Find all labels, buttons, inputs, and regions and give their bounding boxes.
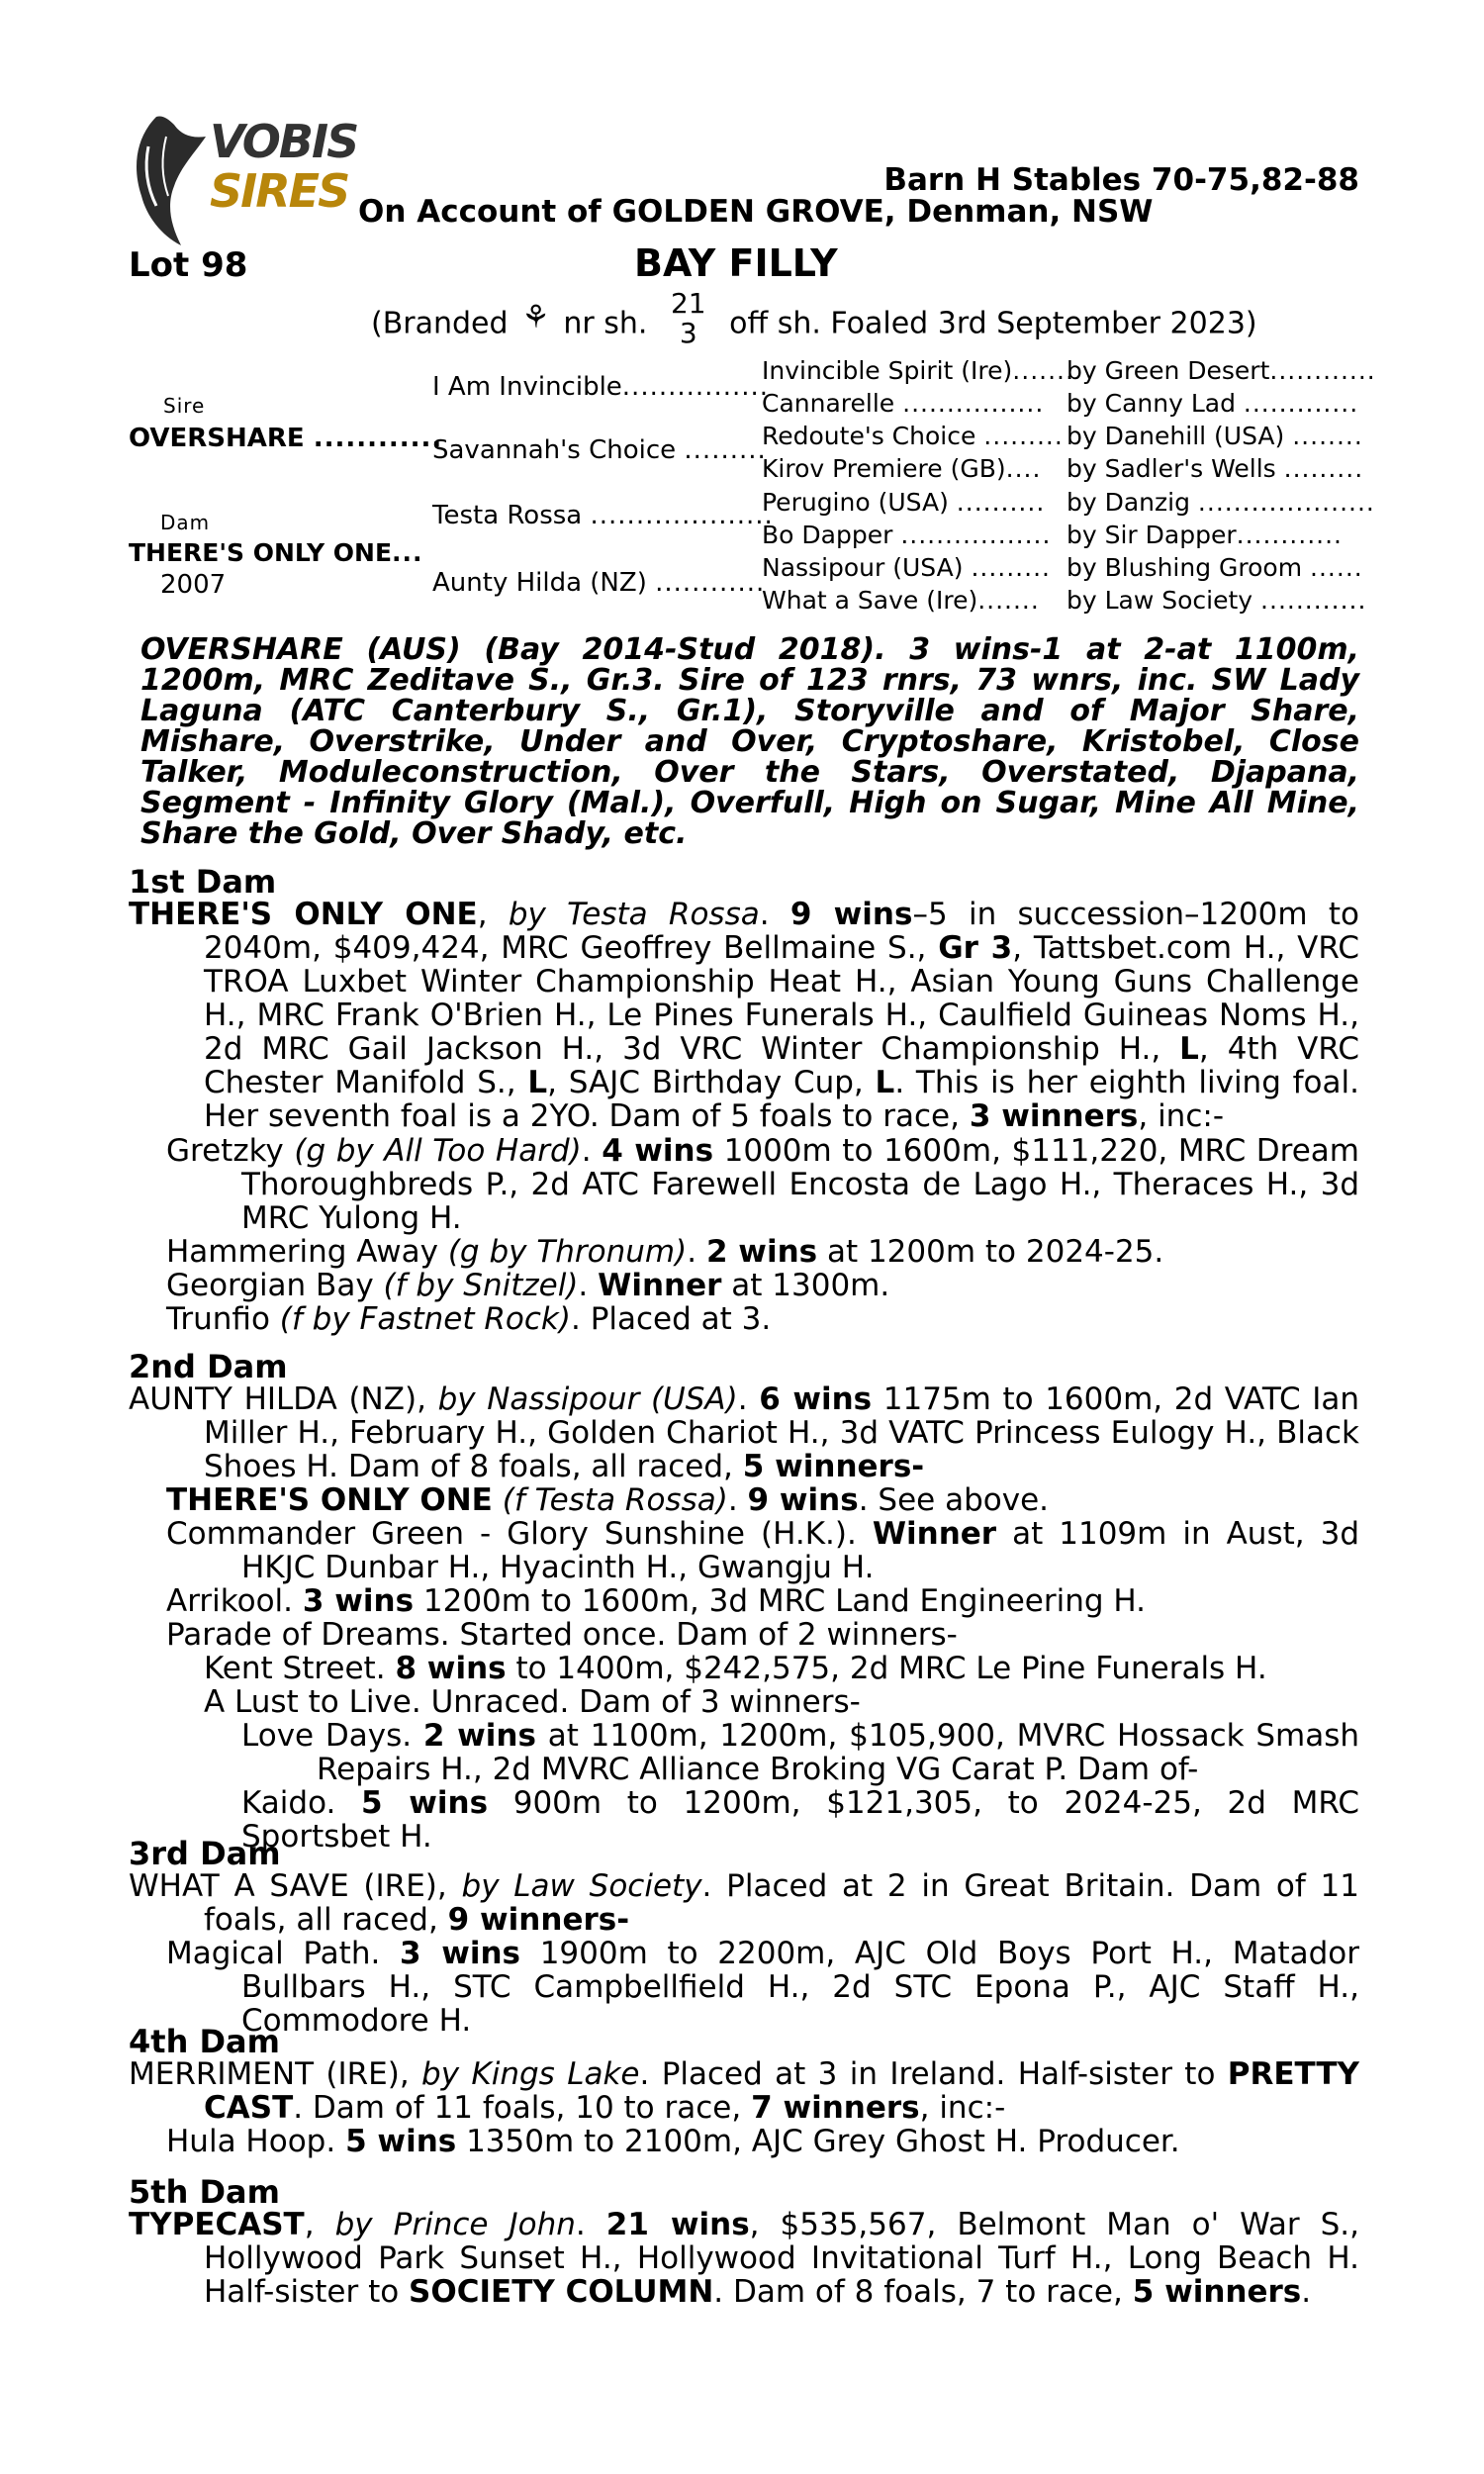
progeny-name: Trunfio xyxy=(166,1301,270,1337)
wins: 2 wins xyxy=(705,1234,818,1270)
sire-record-paragraph: OVERSHARE (AUS) (Bay 2014-Stud 2018). 3 wins-1 at 2-at 1100m, 1200m, MRC Zeditave S., Gr.3. Sire of 123 rnrs, 73 wnrs, inc. SW Lady Laguna (ATC Canterbury S., Gr.1), Storyville and of Major Share, Mishare, Overstrike, Under and Over, Cryptoshare, Kristobel, Close Talker, Moduleconstruction, Over the Stars, Overstated, Djapana, Segment - Infinity Glory (Mal.), Overfull, High on Sugar, Mine All Mine, Share the Gold, Over Shady, etc. xyxy=(140,632,1359,851)
first-dam-record: THERE'S ONLY ONE, by Testa Rossa. 9 wins–5 in succession–1200m to 2040m, $409,424, MRC Geoffrey Bellmaine S., Gr 3, Tattsbet.com H., VRC TROA Luxbet Winter Championship Heat H., Asian Young Guns Challenge H., MRC Frank O'Brien H., Le Pines Funerals H., Caulfield Guineas Noms H., 2d MRC Gail Jackson H., 3d VRC Winter Championship H., L, 4th VRC Chester Manifold S., L, SAJC Birthday Cup, L. This is her eighth living foal. Her seventh foal is a 2YO. Dam of 5 foals to race, 3 winners, inc:- xyxy=(129,897,1359,1134)
wins: 6 wins xyxy=(759,1381,873,1417)
record-text: to 1400m, $242,575, 2d MRC Le Pine Funerals H. xyxy=(506,1651,1267,1686)
gen3-name: What a Save (Ire) xyxy=(762,586,978,615)
progeny-name: Hula Hoop. xyxy=(166,2124,336,2159)
gen3-sire-text: by Canny Lad xyxy=(1067,389,1236,418)
dam-name: AUNTY HILDA (NZ) xyxy=(129,1381,417,1417)
gen3-name: Nassipour (USA) xyxy=(762,553,964,582)
wins: 9 wins xyxy=(747,1482,859,1518)
gen3-sire: by Green Desert............ xyxy=(1067,356,1376,385)
gen3-name: Cannarelle xyxy=(762,389,895,418)
record-text: . xyxy=(1301,2274,1312,2310)
gen3-row: Perugino (USA) .......... xyxy=(762,488,1046,517)
record-text: –5 in succession–1200m to 2040m, $409,424, MRC Geoffrey Bellmaine S., xyxy=(204,897,1359,966)
fourth-dam-record xyxy=(129,2057,1359,2125)
second-dam-record: AUNTY HILDA (NZ), by Nassipour (USA). 6 wins 1175m to 1600m, 2d VATC Ian Miller H., February H., Golden Chariot H., 3d VATC Princess Eulogy H., Black Shoes H. Dam of 8 foals, all raced, 5 winners- xyxy=(129,1381,1359,1484)
progeny-entry xyxy=(241,1786,1359,1854)
wins: 21 wins xyxy=(605,2207,750,2242)
dam-sire: by Law Society xyxy=(461,1868,702,1904)
progeny-name: Commander Green - Glory Sunshine (H.K.). xyxy=(166,1516,857,1552)
grade: L xyxy=(1179,1031,1199,1067)
gen3-sire-text: by Law Society xyxy=(1067,586,1253,615)
gen2-name: Savannah's Choice xyxy=(432,435,677,465)
gen3-name: Invincible Spirit (Ire) xyxy=(762,356,1013,385)
record-text: 900m to 1200m, $121,305, to 2024-25, 2d MRC Sportsbet H. xyxy=(241,1785,1359,1855)
dam-sire: by Nassipour (USA) xyxy=(437,1381,738,1417)
wins: Winner xyxy=(598,1268,722,1303)
progeny-name: Hammering Away xyxy=(166,1234,438,1270)
logo-text-vobis: VOBIS xyxy=(210,115,358,168)
dam-name-text: THERE'S ONLY ONE xyxy=(129,538,393,567)
progeny-entry xyxy=(166,1517,1359,1584)
progeny-entry: Georgian Bay (f by Snitzel). Winner at 1300m. xyxy=(166,1268,890,1303)
gen3-row: Nassipour (USA) ......... xyxy=(762,553,1051,582)
gen3-sire-text: by Green Desert xyxy=(1067,356,1270,385)
progeny-entry: Parade of Dreams. Started once. Dam of 2 winners- xyxy=(166,1617,958,1653)
gen3-sire: by Danehill (USA) ........ xyxy=(1067,422,1363,450)
progeny-name: Gretzky xyxy=(166,1133,284,1169)
wins: 2 wins xyxy=(422,1718,536,1754)
half-sister: SOCIETY COLUMN xyxy=(409,2274,714,2310)
record-text: . Dam of 11 foals, 10 to race, xyxy=(293,2090,752,2126)
record-text: , inc:- xyxy=(1138,1098,1225,1134)
record-text: , inc:- xyxy=(919,2090,1006,2126)
grade: L xyxy=(875,1065,895,1100)
progeny-name: Magical Path. xyxy=(166,1936,381,1971)
record-text: at 1100m, 1200m, $105,900, MVRC Hossack Smash Repairs H., 2d MVRC Alliance Broking VG Carat P. Dam of- xyxy=(317,1718,1360,1787)
gen3-name: Kirov Premiere (GB) xyxy=(762,454,1006,483)
record-text: 1200m to 1600m, 3d MRC Land Engineering H. xyxy=(414,1583,1147,1619)
gen3-name: Redoute's Choice xyxy=(762,422,976,450)
record-text: at 1300m. xyxy=(721,1268,890,1303)
gen2-sire-sire: I Am Invincible................ xyxy=(432,372,770,402)
record-text: Placed at 3. xyxy=(580,1301,772,1337)
record-text: at 1200m to 2024-25. xyxy=(817,1234,1164,1270)
gen3-sire-text: by Sadler's Wells xyxy=(1067,454,1276,483)
record-text: , $535,567, Belmont Man o' War S., Hollywood Park Sunset H., Hollywood Invitational Turf H., Long Beach H. Half-sister to xyxy=(204,2207,1359,2310)
dam-sire: by Kings Lake xyxy=(421,2056,640,2092)
winners: 5 winners xyxy=(1132,2274,1302,2310)
winners: 7 winners xyxy=(751,2090,920,2126)
progeny-entry xyxy=(166,2125,1359,2158)
progeny-sire: (g by All Too Hard) xyxy=(294,1133,582,1169)
dam-foaled-year: 2007 xyxy=(160,570,227,600)
gen2-dam-dam: Aunty Hilda (NZ) ............ xyxy=(432,568,766,598)
second-dam-heading: 2nd Dam xyxy=(129,1348,288,1385)
horse-description: BAY FILLY xyxy=(634,241,838,285)
brand-mark-icon: ⚘ xyxy=(521,297,550,335)
third-dam-record xyxy=(129,1869,1359,1937)
brand-foaled-line xyxy=(371,287,1257,354)
wins: 3 wins xyxy=(400,1936,521,1971)
dam-sire: by Prince John xyxy=(334,2207,576,2242)
gen3-name: Perugino (USA) xyxy=(762,488,949,517)
progeny-sire: (g by Thronum) xyxy=(447,1234,688,1270)
winners: 9 winners- xyxy=(447,1902,630,1938)
gen3-sire-text: by Danzig xyxy=(1067,488,1190,517)
progeny-name: Kent Street. xyxy=(204,1651,386,1686)
gen2-name: I Am Invincible xyxy=(432,372,622,402)
brand-fraction xyxy=(671,289,706,348)
dam-name: THERE'S ONLY ONE... xyxy=(129,538,423,567)
progeny-name: Arrikool. xyxy=(166,1583,294,1619)
gen3-sire: by Law Society ............ xyxy=(1067,586,1367,615)
progeny-name: THERE'S ONLY ONE xyxy=(166,1482,493,1518)
gen3-sire-text: by Blushing Groom xyxy=(1067,553,1303,582)
record-text: , 4th VRC Chester Manifold S., xyxy=(204,1031,1359,1100)
wins: Winner xyxy=(872,1516,997,1552)
third-dam-heading: 3rd Dam xyxy=(129,1835,281,1872)
progeny-entry: Trunfio (f by Fastnet Rock). Placed at 3. xyxy=(166,1301,772,1337)
dam-name: TYPECAST xyxy=(129,2207,305,2242)
progeny-entry: THERE'S ONLY ONE (f Testa Rossa). 9 wins. See above. xyxy=(166,1482,1049,1518)
brand-close: off sh. Foaled 3rd September 2023) xyxy=(729,306,1257,341)
gen3-row: Bo Dapper ................. xyxy=(762,521,1052,549)
winners: 3 winners xyxy=(969,1098,1139,1134)
wins: 3 wins xyxy=(302,1583,415,1619)
sire-name: OVERSHARE ............ xyxy=(129,424,443,453)
fifth-dam-record: TYPECAST, by Prince John. 21 wins, $535,567, Belmont Man o' War S., Hollywood Park Sunset H., Hollywood Invitational Turf H., Long Beach H. Half-sister to SOCIETY COLUMN. Dam of 8 foals, 7 to race, 5 winners. xyxy=(129,2207,1359,2310)
progeny-entry xyxy=(166,1937,1359,2038)
horse-head-icon xyxy=(127,107,216,255)
gen3-row: What a Save (Ire)....... xyxy=(762,586,1040,615)
progeny-entry: A Lust to Live. Unraced. Dam of 3 winners- xyxy=(204,1684,861,1720)
dam-name: MERRIMENT (IRE), xyxy=(129,2056,410,2092)
gen3-sire: by Blushing Groom ...... xyxy=(1067,553,1363,582)
progeny-name: Love Days. xyxy=(241,1718,413,1754)
progeny-entry xyxy=(241,1719,1359,1786)
progeny-sire: (f by Fastnet Rock) xyxy=(279,1301,571,1337)
gen2-name: Testa Rossa xyxy=(432,501,583,530)
gen3-sire: by Sir Dapper............ xyxy=(1067,521,1343,549)
gen3-row: Invincible Spirit (Ire)....... xyxy=(762,356,1074,385)
gen3-name: Bo Dapper xyxy=(762,521,893,549)
wins: 4 wins xyxy=(602,1133,714,1169)
progeny-entry xyxy=(204,1652,1359,1685)
progeny-name: Georgian Bay xyxy=(166,1268,374,1303)
grade: Gr 3 xyxy=(938,930,1013,966)
record-text: , Tattsbet.com H., VRC TROA Luxbet Winter Championship Heat H., Asian Young Guns Challenge H., MRC Frank O'Brien H., Le Pines Funerals H., Caulfield Guineas Noms H., 2d MRC Gail Jackson H., 3d VRC Winter Championship H., xyxy=(204,930,1359,1067)
barn-location: Barn H Stables 70-75,82-88 xyxy=(883,162,1359,198)
progeny-name: Kaido. xyxy=(241,1785,336,1821)
record-text: 1175m to 1600m, 2d VATC Ian Miller H., February H., Golden Chariot H., 3d VATC Princess Eulogy H., Black Shoes H. Dam of 8 foals, all raced, xyxy=(204,1381,1359,1484)
record-text: . See above. xyxy=(858,1482,1049,1518)
winners: 5 winners- xyxy=(742,1449,925,1484)
wins: 9 wins xyxy=(789,897,913,932)
record-text: 1000m to 1600m, $111,220, MRC Dream Thoroughbreds P., 2d ATC Farewell Encosta de Lago H., Theraces H., 3d MRC Yulong H. xyxy=(241,1133,1360,1236)
half-sister: PRETTY CAST xyxy=(204,2056,1359,2126)
dam-name: WHAT A SAVE (IRE), xyxy=(129,1868,447,1904)
dam-sire: by Testa Rossa xyxy=(508,897,760,932)
brand-open: (Branded xyxy=(371,306,509,341)
lot-number: Lot 98 xyxy=(129,245,248,285)
record-text: 1350m to 2100m, AJC Grey Ghost H. Producer. xyxy=(456,2124,1180,2159)
progeny-entry: Hammering Away (g by Thronum). 2 wins at 1200m to 2024-25. xyxy=(166,1234,1164,1270)
record-text: , SAJC Birthday Cup, xyxy=(547,1065,876,1100)
gen3-row: Cannarelle ................ xyxy=(762,389,1045,418)
gen2-dam-sire: Testa Rossa .................... xyxy=(432,501,774,530)
progeny-sire: (f by Snitzel) xyxy=(383,1268,579,1303)
record-text: 1900m to 2200m, AJC Old Boys Port H., Matador Bullbars H., STC Campbellfield H., 2d STC Epona P., AJC Staff H., Commodore H. xyxy=(241,1936,1359,2039)
dam-label: Dam xyxy=(160,511,211,534)
record-text: . This is her eighth living foal. Her seventh foal is a 2YO. Dam of 5 foals to race, xyxy=(204,1065,1359,1134)
gen3-row: Kirov Premiere (GB).... xyxy=(762,454,1042,483)
gen3-sire: by Sadler's Wells ......... xyxy=(1067,454,1364,483)
vendor-account: On Account of GOLDEN GROVE, Denman, NSW xyxy=(358,194,1154,230)
brand-fraction-bottom: 3 xyxy=(679,317,697,349)
progeny-sire: (f Testa Rossa) xyxy=(502,1482,728,1518)
brand-nr: nr sh. xyxy=(563,306,648,341)
gen3-sire-text: by Danehill (USA) xyxy=(1067,422,1285,450)
sire-label: Sire xyxy=(163,394,206,418)
dam-name: THERE'S ONLY ONE xyxy=(129,897,478,932)
record-text: . Placed at 3 in Ireland. Half-sister to xyxy=(639,2056,1228,2092)
fifth-dam-heading: 5th Dam xyxy=(129,2173,280,2211)
gen2-sire-dam: Savannah's Choice ......... xyxy=(432,435,767,465)
record-text: . Placed at 2 in Great Britain. Dam of 11 foals, all raced, xyxy=(204,1868,1359,1938)
grade: L xyxy=(527,1065,548,1100)
vobis-sires-logo xyxy=(127,107,358,255)
fourth-dam-heading: 4th Dam xyxy=(129,2023,280,2060)
wins: 8 wins xyxy=(395,1651,507,1686)
sire-name-text: OVERSHARE xyxy=(129,424,305,453)
wins: 5 wins xyxy=(361,1785,489,1821)
progeny-entry: Gretzky (g by All Too Hard). 4 wins 1000m to 1600m, $111,220, MRC Dream Thoroughbreds P., 2d ATC Farewell Encosta de Lago H., Theraces H., 3d MRC Yulong H. xyxy=(166,1133,1360,1236)
gen3-sire-text: by Sir Dapper xyxy=(1067,521,1237,549)
progeny-entry xyxy=(166,1584,1359,1618)
first-dam-heading: 1st Dam xyxy=(129,863,277,901)
gen2-name: Aunty Hilda (NZ) xyxy=(432,568,647,598)
gen3-row: Redoute's Choice ......... xyxy=(762,422,1064,450)
record-text: at 1109m in Aust, 3d HKJC Dunbar H., Hyacinth H., Gwangju H. xyxy=(241,1516,1359,1585)
record-text: . Dam of 8 foals, 7 to race, xyxy=(713,2274,1133,2310)
wins: 5 wins xyxy=(345,2124,457,2159)
brand-fraction-top: 21 xyxy=(670,287,706,320)
gen3-sire: by Canny Lad ............. xyxy=(1067,389,1359,418)
gen3-sire: by Danzig .................... xyxy=(1067,488,1375,517)
logo-text-sires: SIRES xyxy=(210,164,349,218)
